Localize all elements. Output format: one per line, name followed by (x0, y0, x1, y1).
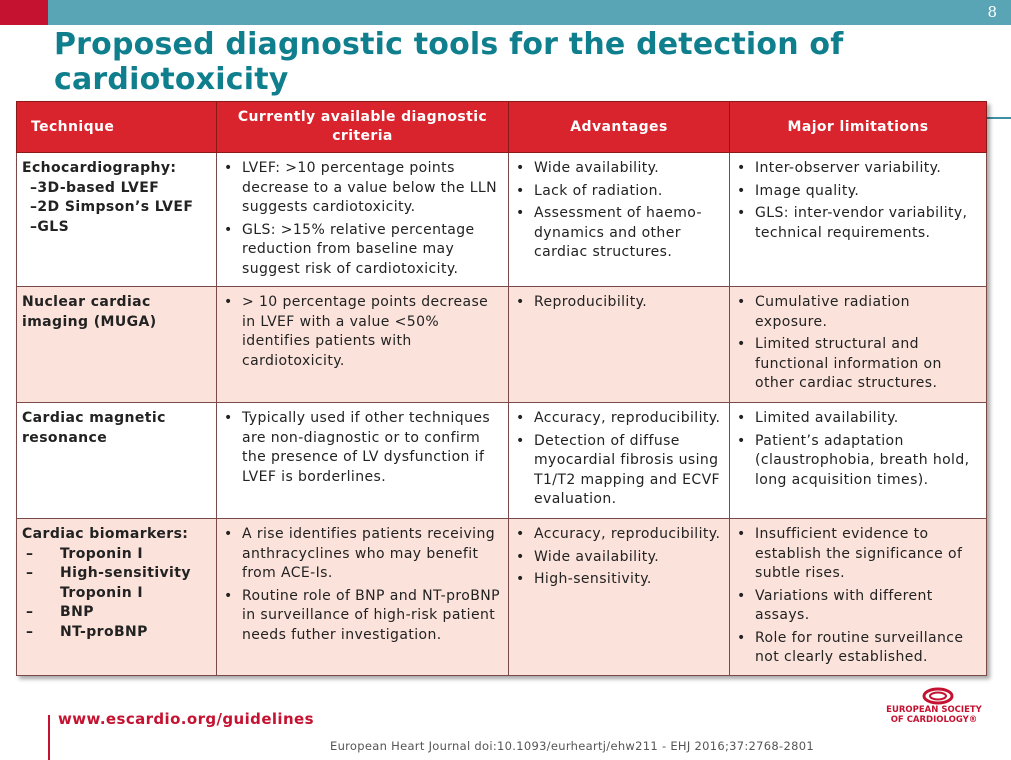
advantage-item: • High-sensitivity. (514, 570, 725, 590)
criteria-item: • GLS: >15% relative percentage reduction from baseline may suggest risk of cardiotoxicity. (222, 221, 504, 280)
slide-title: Proposed diagnostic tools for the detection of cardiotoxicity (54, 27, 844, 97)
table-row (17, 519, 987, 676)
advantage-item: • Lack of radiation. (514, 182, 725, 202)
technique-subitem: – High-sensitivity Troponin I (26, 565, 191, 601)
criteria-item: • LVEF: >10 percentage points decrease to a value below the LLN suggests cardiotoxicity. (222, 159, 504, 218)
header-advantages: Advantages (509, 102, 730, 153)
top-bar-accent (0, 0, 48, 25)
table-row (17, 287, 987, 403)
advantage-item: • Assessment of haemo-dynamics and other cardiac structures. (514, 204, 725, 263)
technique-subitem: – BNP (26, 604, 94, 620)
advantage-item: • Accuracy, reproducibility. (514, 409, 725, 429)
footer-accent-line (48, 715, 50, 760)
criteria-cell (217, 153, 509, 287)
limitation-item: • Limited structural and functional information on other cardiac structures. (735, 335, 982, 394)
limitation-item: • Inter-observer variability. (735, 159, 982, 179)
advantages-cell (509, 153, 730, 287)
criteria-item: • Typically used if other techniques are non-diagnostic or to confirm the presence of LV dysfunction if LVEF is borderlines. (222, 409, 504, 487)
advantage-item: • Detection of diffuse myocardial fibrosis using T1/T2 mapping and ECVF evaluation. (514, 432, 725, 510)
criteria-item: • A rise identifies patients receiving anthracyclines who may benefit from ACE-Is. (222, 525, 504, 584)
table-row (17, 403, 987, 519)
advantages-cell (509, 287, 730, 403)
header-limitations: Major limitations (730, 102, 987, 153)
criteria-cell (217, 287, 509, 403)
technique-cell (17, 287, 217, 403)
slide-number: 8 (987, 3, 997, 21)
technique-name: Nuclear cardiac imaging (MUGA) (22, 294, 157, 330)
citation-text: European Heart Journal doi:10.1093/eurheartj/ehw211 - EHJ 2016;37:2768-2801 (330, 739, 814, 753)
advantage-item: • Wide availability. (514, 159, 725, 179)
criteria-item: • > 10 percentage points decrease in LVEF with a value <50% identifies patients with cardiotoxicity. (222, 293, 504, 371)
technique-name: Echocardiography: (22, 160, 177, 176)
limitation-item: • Cumulative radiation exposure. (735, 293, 982, 332)
limitations-cell (730, 287, 987, 403)
technique-name: Cardiac magnetic resonance (22, 410, 166, 446)
limitation-item: • Role for routine surveillance not clearly established. (735, 629, 982, 668)
criteria-cell (217, 519, 509, 676)
limitation-item: • GLS: inter-vendor variability, technical requirements. (735, 204, 982, 243)
top-bar (48, 0, 1011, 25)
limitation-item: • Patient’s adaptation (claustrophobia, breath hold, long acquisition times). (735, 432, 982, 491)
criteria-item: • Routine role of BNP and NT-proBNP in surveillance of high-risk patient needs futher investigation. (222, 587, 504, 646)
advantage-item: • Accuracy, reproducibility. (514, 525, 725, 545)
technique-name: Cardiac biomarkers: (22, 526, 189, 542)
header-technique: Technique (17, 102, 217, 153)
limitation-item: • Insufficient evidence to establish the significance of subtle rises. (735, 525, 982, 584)
technique-subitem: –2D Simpson’s LVEF (30, 199, 194, 215)
technique-subitem: –GLS (30, 218, 70, 235)
technique-cell (17, 403, 217, 519)
advantage-item: • Reproducibility. (514, 293, 725, 313)
advantage-item: • Wide availability. (514, 548, 725, 568)
limitation-item: • Image quality. (735, 182, 982, 202)
limitations-cell (730, 519, 987, 676)
esc-logo-text: EUROPEAN SOCIETY OF CARDIOLOGY® (886, 705, 982, 725)
guidelines-link[interactable]: www.escardio.org/guidelines (58, 710, 314, 728)
technique-subitem: –3D-based LVEF (30, 179, 160, 196)
header-criteria: Currently available diagnostic criteria (217, 102, 509, 153)
technique-subitem: – Troponin I (26, 545, 143, 562)
limitation-item: • Variations with different assays. (735, 587, 982, 626)
diagnostic-tools-table (16, 101, 987, 676)
limitations-cell (730, 153, 987, 287)
technique-cell (17, 519, 217, 676)
technique-subitem: – NT-proBNP (26, 623, 148, 640)
divider (986, 117, 1011, 119)
technique-cell (17, 153, 217, 287)
limitations-cell (730, 403, 987, 519)
table-header-row (17, 102, 987, 153)
limitation-item: • Limited availability. (735, 409, 982, 429)
criteria-cell (217, 403, 509, 519)
table-row (17, 153, 987, 287)
advantages-cell (509, 519, 730, 676)
advantages-cell (509, 403, 730, 519)
